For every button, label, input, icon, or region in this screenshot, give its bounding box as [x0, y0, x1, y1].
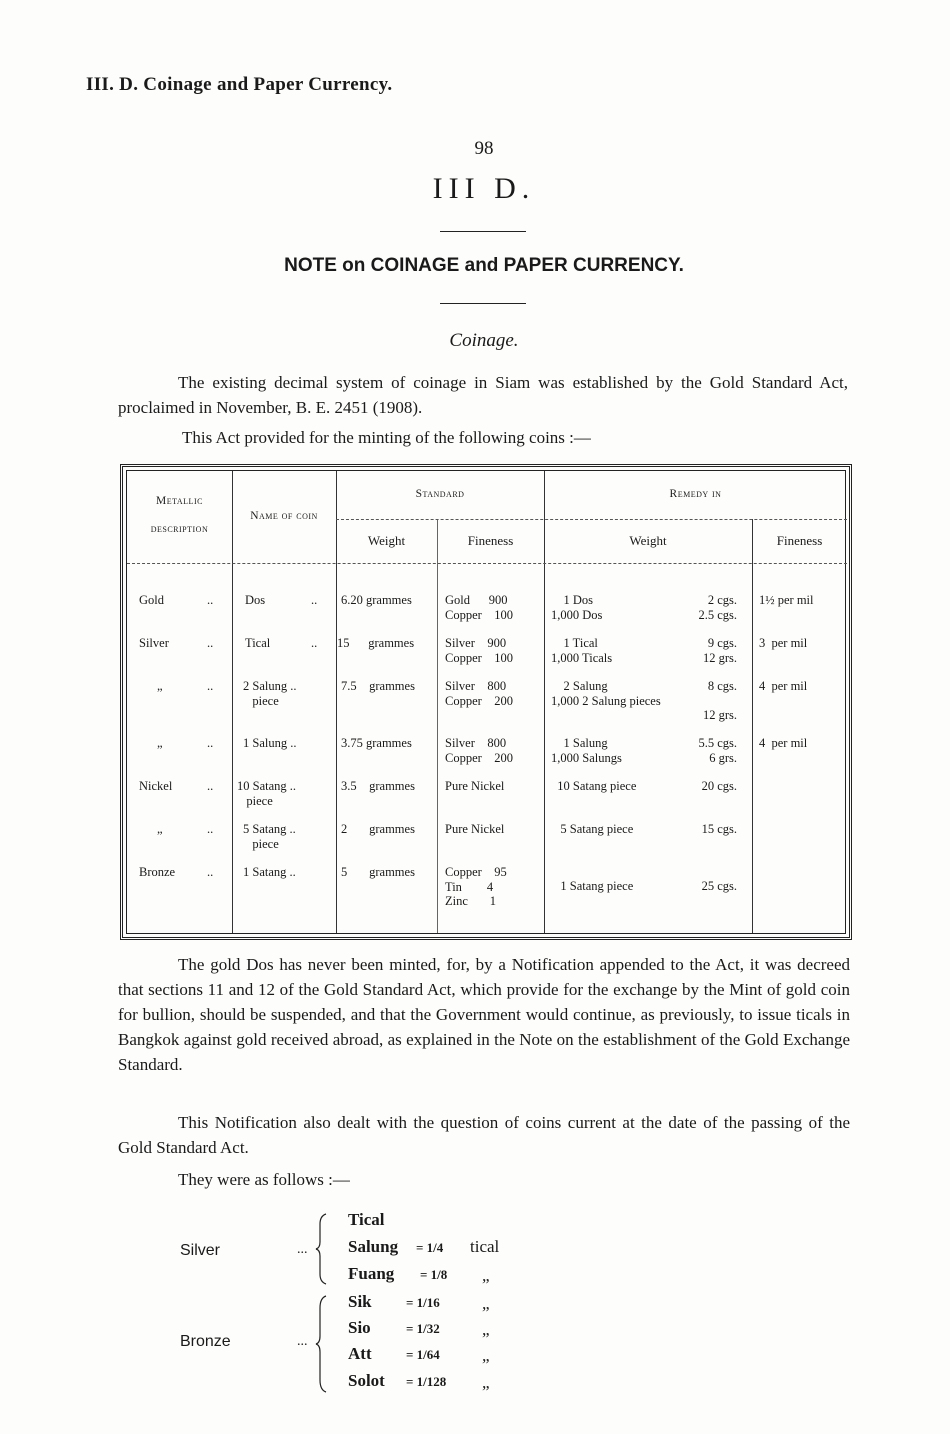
category-dots: ... [297, 1334, 308, 1349]
coin-ratio: = 1/16 [406, 1295, 440, 1310]
row-weight: 5 grammes [341, 865, 415, 879]
coin-name: Solot [348, 1371, 385, 1390]
row-remedy-weight-value: 20 cgs. [701, 779, 737, 793]
row-coin: Dos [245, 593, 266, 607]
header-remedy-in: Remedy in [669, 488, 722, 500]
header-divider [127, 563, 847, 564]
category-bronze: Bronze [180, 1333, 231, 1350]
notification-paragraph: This Notification also dealt with the question of coins current at the date of the passing of the Gold Standard Act. [118, 1113, 850, 1157]
coin-unit: „ [482, 1346, 490, 1365]
row-weight: 15 grammes [337, 636, 415, 650]
row-weight: 3.75 grammes [341, 736, 412, 750]
row-weight: 6.20 grammes [341, 593, 412, 607]
brace-bronze-icon [314, 1294, 330, 1394]
coin-name: Att [348, 1344, 372, 1363]
row-remedy-weight-value: 15 cgs. [701, 822, 737, 836]
header-remedy-weight: Weight [629, 533, 667, 548]
row-dots: .. [207, 779, 214, 793]
header-description: description [150, 523, 209, 535]
row-dots: .. [311, 636, 318, 650]
coin-ratio: = 1/64 [406, 1347, 440, 1362]
row-coin: 1 Salung .. [243, 736, 297, 750]
row-metal: „ [157, 736, 163, 750]
header-fineness: Fineness [467, 533, 514, 548]
header-metallic: Metallic [156, 495, 203, 507]
category-dots: ... [297, 1242, 308, 1257]
row-fineness: Silver 900 Copper 100 [445, 636, 514, 665]
row-remedy-fineness: 4 per mil [759, 679, 808, 693]
coin-unit: „ [482, 1373, 490, 1392]
coin-name: Fuang [348, 1264, 395, 1283]
coin-ratio: = 1/32 [406, 1321, 440, 1336]
row-remedy-weight-value: 5.5 cgs. 6 grs. [698, 736, 737, 765]
section-roman-heading: III D. [432, 172, 536, 205]
coin-name: Sik [348, 1292, 372, 1311]
coin-unit: „ [482, 1266, 490, 1285]
row-metal: „ [157, 822, 163, 836]
coin-name: Salung [348, 1237, 399, 1256]
row-fineness: Gold 900 Copper 100 [445, 593, 514, 622]
coin-ratio: = 1/128 [406, 1374, 447, 1389]
row-remedy-weight: 1 Satang piece [551, 879, 634, 893]
provision-paragraph: This Act provided for the minting of the following coins :— [182, 428, 591, 447]
row-metal: „ [157, 679, 163, 693]
row-weight: 2 grammes [341, 822, 415, 836]
row-remedy-fineness: 1½ per mil [759, 593, 814, 607]
section-heading: III. D. Coinage and Paper Currency. [86, 74, 393, 95]
row-coin: 5 Satang .. piece [243, 822, 296, 851]
header-remedy-fineness: Fineness [776, 533, 823, 548]
row-dots: .. [207, 593, 214, 607]
coin-unit: „ [482, 1294, 490, 1313]
row-remedy-weight: 1 Dos 1,000 Dos [551, 593, 603, 622]
row-fineness: Copper 95 Tin 4 Zinc 1 [445, 865, 507, 908]
row-metal: Nickel [139, 779, 173, 793]
row-remedy-weight: 5 Satang piece [551, 822, 634, 836]
coin-unit: tical [470, 1237, 500, 1256]
gold-dos-paragraph: The gold Dos has never been minted, for, by a Notification appended to the Act, it was decreed that sections 11 and 12 of the Gold Standard Act, which provide for the exchange by the Mint of gold coin for bullion, should be suspended, and that the Government would continue, as previously, to issue ticals in Bangkok against gold received abroad, as explained in the Note on the establishment of the Gold Exchange Standard. [118, 955, 850, 1074]
row-remedy-weight-value: 2 cgs. 2.5 cgs. [698, 593, 737, 622]
row-dots: .. [207, 636, 214, 650]
note-title: NOTE on COINAGE and PAPER CURRENCY. [284, 255, 684, 276]
row-remedy-weight: 2 Salung 1,000 2 Salung pieces [551, 679, 661, 708]
row-dots: .. [207, 822, 214, 836]
row-remedy-fineness: 3 per mil [759, 636, 808, 650]
follows-paragraph: They were as follows :— [178, 1170, 350, 1189]
row-dots: .. [207, 865, 214, 879]
intro-paragraph: The existing decimal system of coinage in Siam was established by the Gold Standard Act, proclaimed in November, B. E. 2451 (1908). [118, 373, 848, 417]
header-divider [336, 519, 847, 520]
row-dots: .. [207, 736, 214, 750]
row-fineness: Pure Nickel [445, 822, 505, 836]
coin-ratio: = 1/4 [416, 1240, 444, 1255]
column-divider [232, 471, 233, 933]
row-coin: 10 Satang .. piece [237, 779, 297, 808]
row-remedy-weight: 10 Satang piece [551, 779, 637, 793]
subheading-coinage: Coinage. [449, 330, 519, 351]
row-remedy-weight-value: 8 cgs. 12 grs. [702, 679, 737, 722]
page-number: 98 [474, 138, 494, 159]
row-dots: .. [311, 593, 318, 607]
header-standard: Standard [415, 488, 465, 500]
row-coin: 1 Satang .. [243, 865, 296, 879]
row-dots: .. [207, 679, 214, 693]
row-weight: 3.5 grammes [341, 779, 415, 793]
header-name-of-coin: Name of coin [250, 510, 318, 522]
divider-rule [440, 231, 526, 232]
row-remedy-weight: 1 Tical 1,000 Ticals [551, 636, 613, 665]
row-fineness: Pure Nickel [445, 779, 505, 793]
coin-table [120, 464, 852, 940]
row-coin: 2 Salung .. piece [243, 679, 297, 708]
row-remedy-fineness: 4 per mil [759, 736, 808, 750]
row-metal: Bronze [139, 865, 176, 879]
row-weight: 7.5 grammes [341, 679, 415, 693]
row-fineness: Silver 800 Copper 200 [445, 736, 514, 765]
header-weight: Weight [367, 533, 406, 548]
row-remedy-weight-value: 9 cgs. 12 grs. [702, 636, 737, 665]
row-remedy-weight-value: 25 cgs. [701, 879, 737, 893]
coin-name: Tical [348, 1210, 385, 1229]
column-divider [437, 519, 438, 933]
column-divider [752, 519, 753, 933]
row-metal: Gold [139, 593, 164, 607]
divider-rule [440, 303, 526, 304]
coin-name: Sio [348, 1318, 371, 1337]
row-coin: Tical [245, 636, 271, 650]
row-fineness: Silver 800 Copper 200 [445, 679, 514, 708]
coin-unit: „ [482, 1320, 490, 1339]
brace-silver-icon [314, 1212, 330, 1286]
category-silver: Silver [180, 1242, 221, 1259]
row-remedy-weight: 1 Salung 1,000 Salungs [551, 736, 622, 765]
row-metal: Silver [139, 636, 169, 650]
coin-ratio: = 1/8 [420, 1267, 448, 1282]
